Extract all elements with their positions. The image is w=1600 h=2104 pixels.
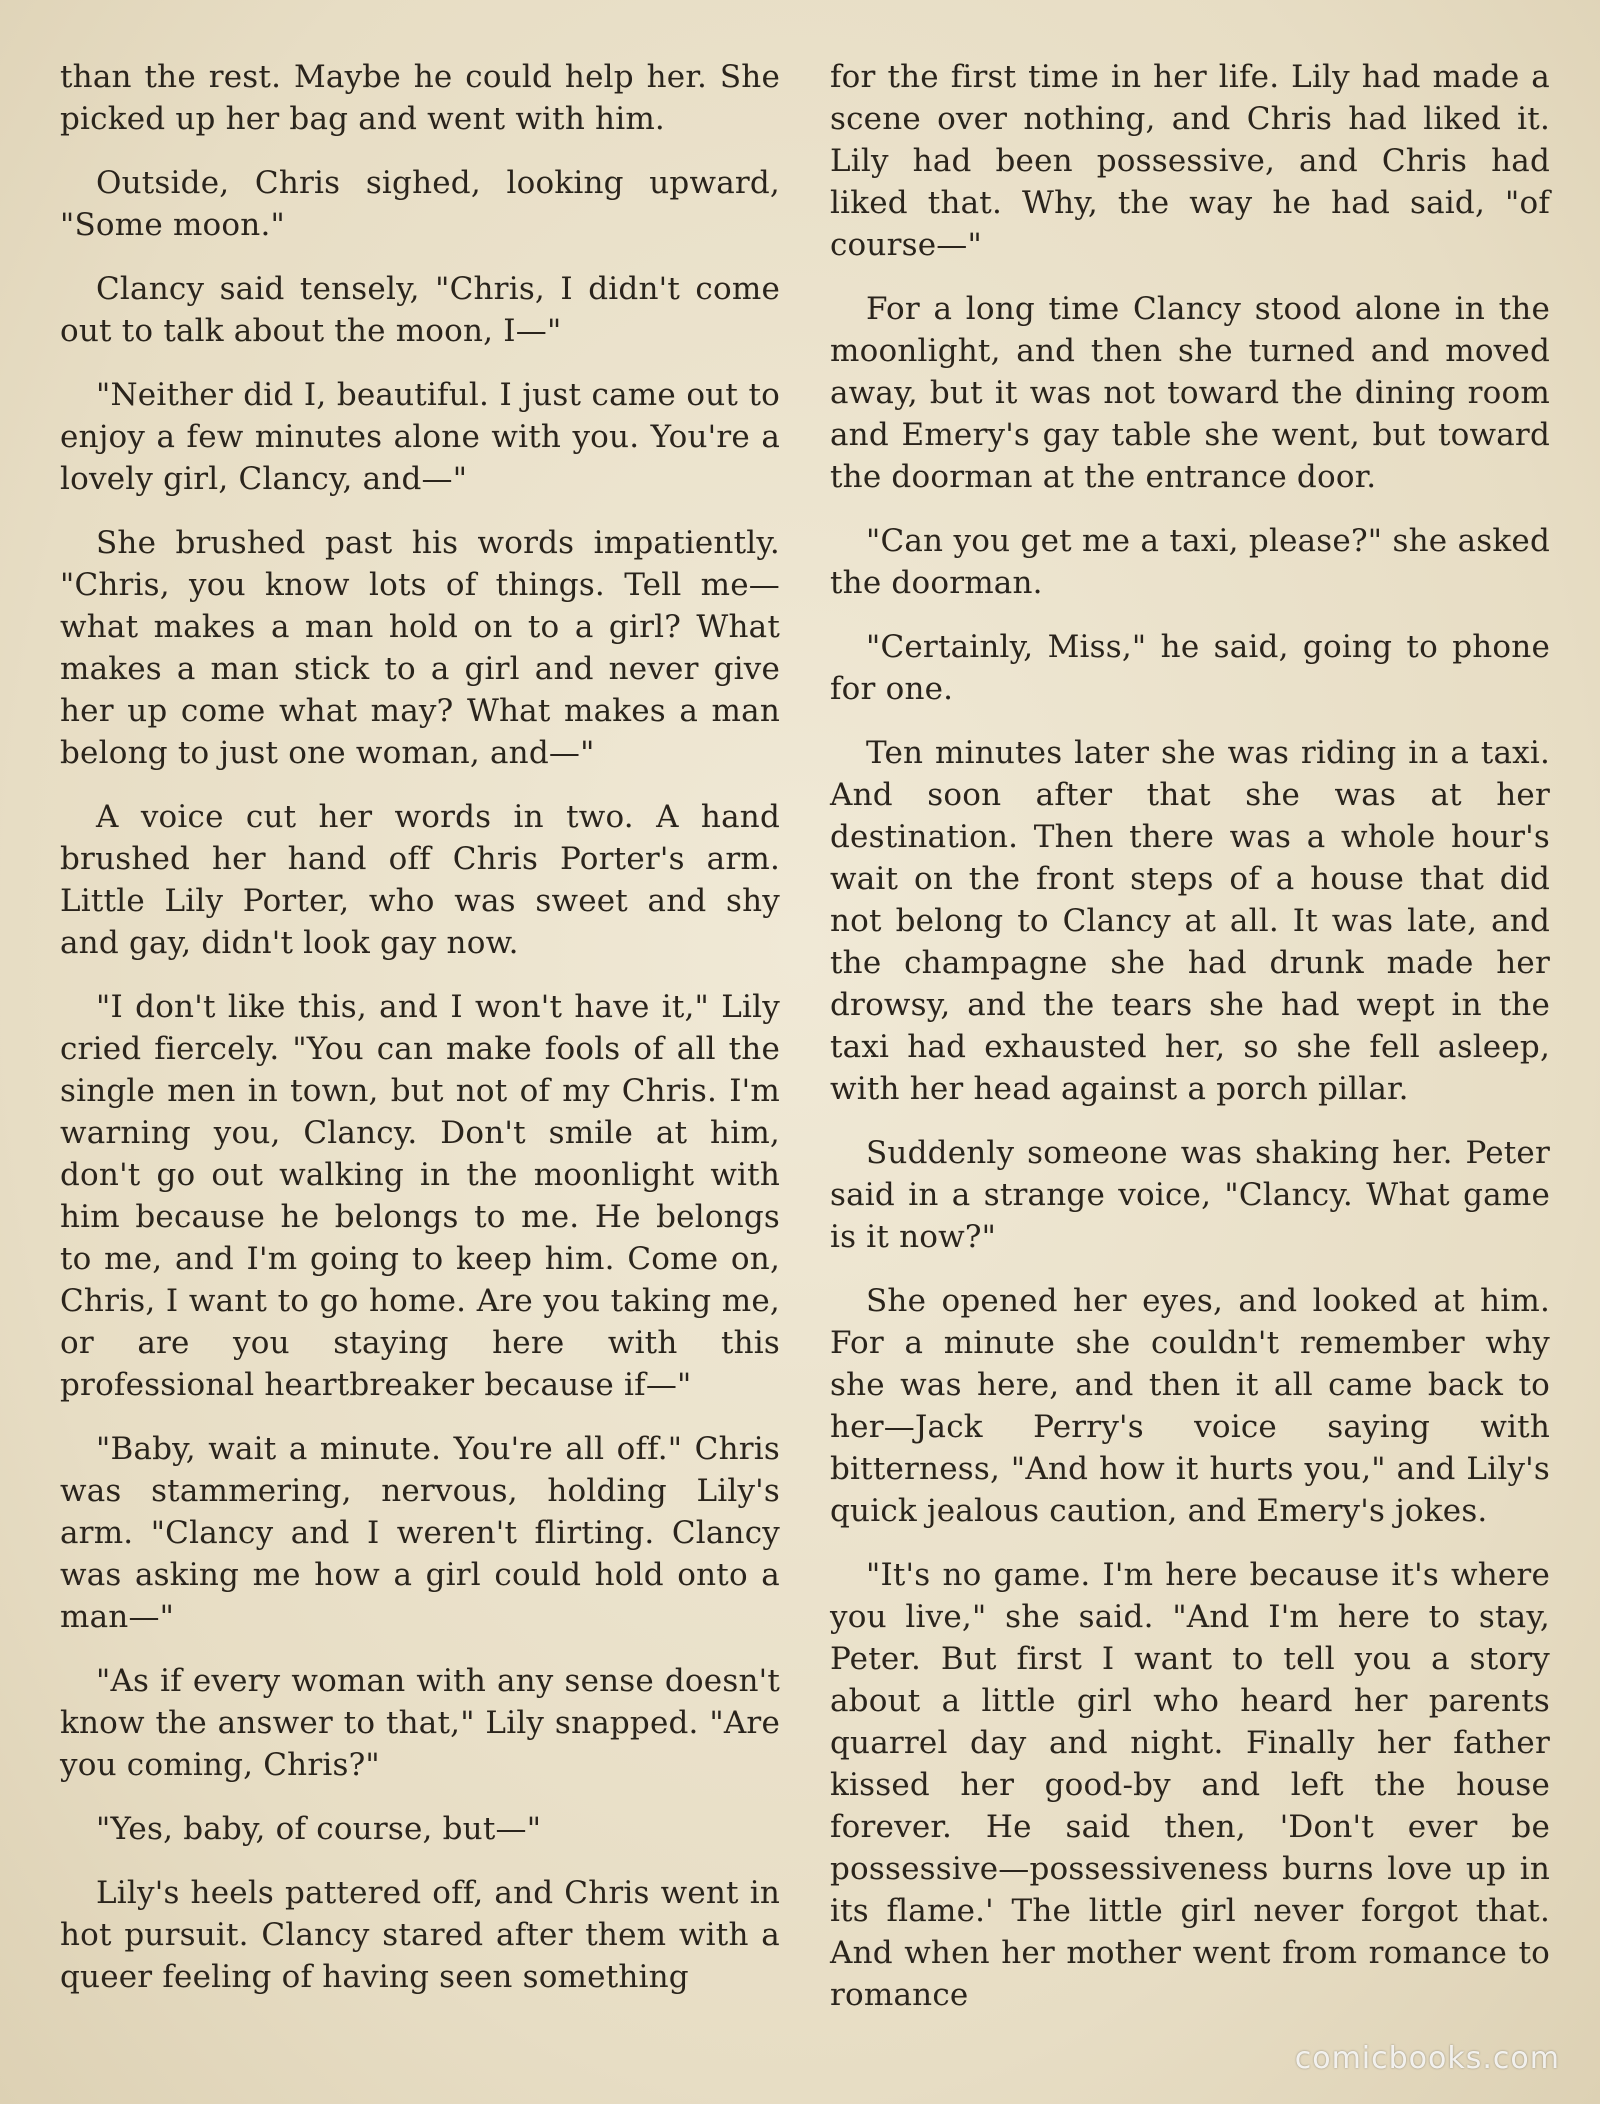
paragraph-continued: than the rest. Maybe he could help her. She picked up her bag and went with him. <box>60 59 780 137</box>
paragraph: Suddenly someone was shaking her. Peter said in a strange voice, "Clancy. What game is it now?" <box>830 1135 1550 1255</box>
paragraph: She brushed past his words impatiently. "Chris, you know lots of things. Tell me—what makes a man hold on to a girl? What makes a man stick to a girl and never give her up come what may? What makes a man belong to just one woman, and—" <box>60 525 780 771</box>
paragraph: "Baby, wait a minute. You're all off." Chris was stammering, nervous, holding Lily's arm. "Clancy and I weren't flirting. Clancy was asking me how a girl could hold onto a man—" <box>60 1431 780 1635</box>
paragraph-continued: for the first time in her life. Lily had made a scene over nothing, and Chris had liked it. Lily had been possessive, and Chris had liked that. Why, the way he had said, "of course—" <box>830 59 1550 263</box>
paragraph: She opened her eyes, and looked at him. For a minute she couldn't remember why she was here, and then it all came back to her—Jack Perry's voice saying with bitterness, "And how it hurts you," and Lily's quick jealous caution, and Emery's jokes. <box>830 1283 1550 1529</box>
paragraph: Ten minutes later she was riding in a taxi. And soon after that she was at her destination. Then there was a whole hour's wait on the front steps of a house that did not belong to Clancy at all. It was late, and the champagne she had drunk made her drowsy, and the tears she had wept in the taxi had exhausted her, so she fell asleep, with her head against a porch pillar. <box>830 735 1550 1107</box>
paragraph: "It's no game. I'm here because it's where you live," she said. "And I'm here to stay, Peter. But first I want to tell you a story about a little girl who heard her parents quarrel day and night. Finally her father kissed her good-by and left the house forever. He said then, 'Don't ever be possessive—possessiveness burns love up in its flame.' The little girl never forgot that. And when her mother went from romance to romance <box>830 1557 1550 2013</box>
paragraph: "I don't like this, and I won't have it," Lily cried fiercely. "You can make fools of all the single men in town, but not of my Chris. I'm warning you, Clancy. Don't smile at him, don't go out walking in the moonlight with him because he belongs to me. He belongs to me, and I'm going to keep him. Come on, Chris, I want to go home. Are you taking me, or are you staying here with this professional heartbreaker because if—" <box>60 989 780 1403</box>
paragraph: "Yes, baby, of course, but—" <box>96 1811 542 1847</box>
paragraph: Outside, Chris sighed, looking upward, "Some moon." <box>60 165 780 243</box>
watermark: comicbooks.com <box>1294 2041 1560 2076</box>
paragraph: "Can you get me a taxi, please?" she asked the doorman. <box>830 523 1550 601</box>
paragraph: A voice cut her words in two. A hand brushed her hand off Chris Porter's arm. Little Lily Porter, who was sweet and shy and gay, didn't look gay now. <box>60 799 780 961</box>
paragraph: "As if every woman with any sense doesn't know the answer to that," Lily snapped. "Are you coming, Chris?" <box>60 1663 780 1783</box>
paragraph: Lily's heels pattered off, and Chris went in hot pursuit. Clancy stared after them with a queer feeling of having seen something <box>60 1875 780 1995</box>
left-column <box>60 56 780 2020</box>
paragraph: For a long time Clancy stood alone in the moonlight, and then she turned and moved away, but it was not toward the dining room and Emery's gay table she went, but toward the doorman at the entrance door. <box>830 291 1550 495</box>
paragraph: "Neither did I, beautiful. I just came out to enjoy a few minutes alone with you. You're a lovely girl, Clancy, and—" <box>60 377 780 497</box>
paragraph: "Certainly, Miss," he said, going to phone for one. <box>830 629 1550 707</box>
paragraph: Clancy said tensely, "Chris, I didn't come out to talk about the moon, I—" <box>60 271 780 349</box>
right-column <box>830 56 1550 2038</box>
